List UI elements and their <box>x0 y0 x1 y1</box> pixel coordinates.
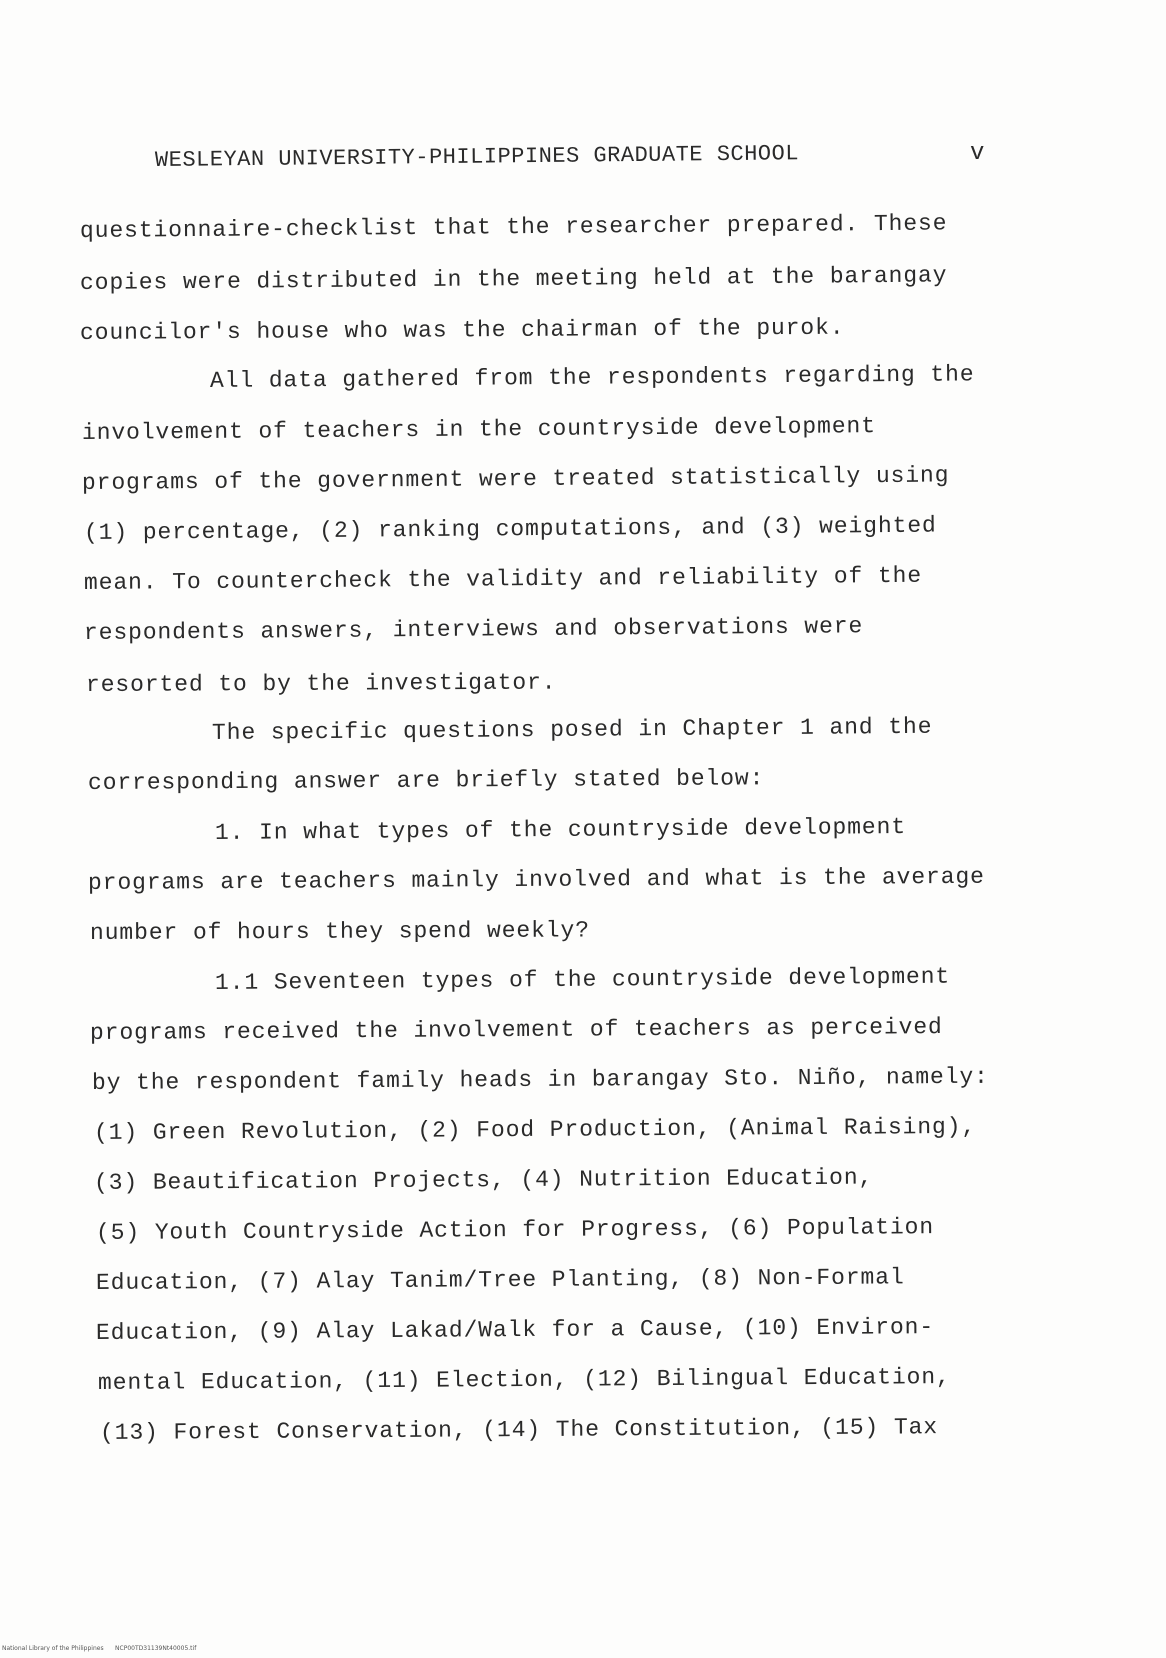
body-line: number of hours they spend weekly? <box>89 917 590 946</box>
body-line: (1) percentage, (2) ranking computations, and (3) weighted <box>83 512 937 546</box>
page-header: WESLEYAN UNIVERSITY-PHILIPPINES GRADUATE SCHOOL <box>154 141 800 173</box>
body-line: (1) Green Revolution, (2) Food Production, (Animal Raising), <box>93 1113 977 1146</box>
body-line: The specific questions posed in Chapter 1 and the <box>211 713 933 746</box>
body-line: Education, (9) Alay Lakad/Walk for a Cause, (10) Environ- <box>95 1314 935 1346</box>
body-line: mean. To countercheck the validity and reliability of the <box>83 562 923 596</box>
body-line: 1.1 Seventeen types of the countryside development <box>214 963 951 996</box>
body-line: mental Education, (11) Election, (12) Bilingual Education, <box>97 1364 951 1396</box>
footer-file-id: NCP00TD31139Nt40005.tif <box>115 1645 197 1652</box>
body-line: All data gathered from the respondents regarding the <box>209 361 975 394</box>
body-line: copies were distributed in the meeting held at the barangay <box>79 262 948 296</box>
body-line: corresponding answer are briefly stated below: <box>87 765 765 796</box>
body-line: resorted to by the investigator. <box>85 669 557 698</box>
body-line: councilor's house who was the chairman of the purok. <box>79 314 845 346</box>
page-number: v <box>970 140 985 167</box>
body-line: (3) Beautification Projects, (4) Nutrition Education, <box>93 1164 874 1196</box>
body-line: by the respondent family heads in barangay Sto. Niño, namely: <box>91 1063 989 1096</box>
body-line: Education, (7) Alay Tanim/Tree Planting, (8) Non-Formal <box>95 1264 905 1296</box>
scan-footer <box>2 1645 196 1652</box>
body-line: respondents answers, interviews and observations were <box>83 613 864 646</box>
body-line: 1. In what types of the countryside development <box>214 813 907 846</box>
footer-library: National Library of the Philippines <box>2 1645 104 1652</box>
body-line: programs received the involvement of teachers as perceived <box>89 1014 943 1046</box>
body-line: (5) Youth Countryside Action for Progress, (6) Population <box>95 1214 935 1246</box>
body-line: involvement of teachers in the countryside development <box>81 413 877 446</box>
body-line: (13) Forest Conservation, (14) The Constitution, (15) Tax <box>99 1414 939 1446</box>
body-line: programs are teachers mainly involved and what is the average <box>87 863 985 896</box>
body-line: programs of the government were treated statistically using <box>81 462 950 496</box>
body-line: questionnaire-checklist that the researcher prepared. These <box>79 210 948 244</box>
